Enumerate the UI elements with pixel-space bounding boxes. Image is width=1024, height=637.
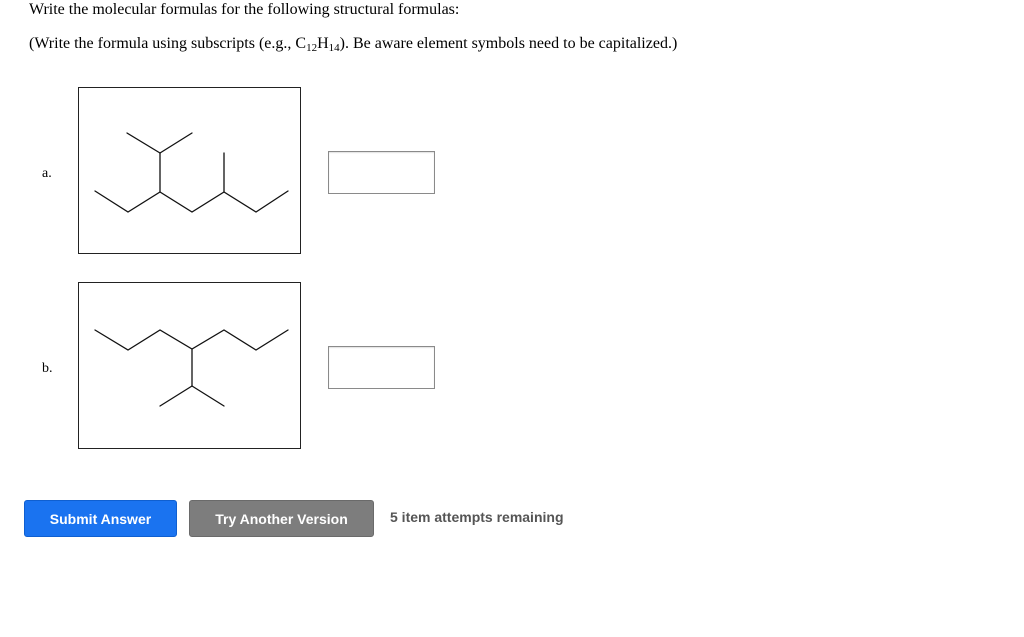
main-chain-a	[95, 191, 288, 212]
submit-answer-button[interactable]: Submit Answer	[24, 500, 177, 537]
attempts-remaining-text: 5 item attempts remaining	[390, 509, 564, 525]
main-chain-b	[95, 330, 288, 350]
try-another-version-button[interactable]: Try Another Version	[189, 500, 374, 537]
answer-input-a[interactable]	[328, 151, 435, 194]
skeletal-structure-b	[79, 283, 302, 450]
branch-left-b	[160, 386, 192, 406]
branch-right-b	[192, 386, 224, 406]
answer-input-b[interactable]	[328, 346, 435, 389]
structure-a-image	[78, 87, 301, 254]
branch-left-a1	[127, 133, 160, 153]
question-a-label: a.	[42, 166, 52, 181]
instructions-note	[29, 35, 677, 53]
structure-b-image	[78, 282, 301, 449]
note-subscript-14: 14	[328, 42, 340, 54]
question-b-label: b.	[42, 361, 53, 376]
skeletal-structure-a	[79, 88, 302, 255]
instructions-heading: Write the molecular formulas for the following structural formulas:	[29, 1, 460, 18]
note-subscript-12: 12	[306, 42, 318, 54]
note-mid: H	[317, 35, 329, 52]
note-suffix: ). Be aware element symbols need to be capitalized.)	[339, 35, 678, 52]
note-prefix: (Write the formula using subscripts (e.g., C	[29, 35, 307, 52]
branch-right-a1	[160, 133, 192, 153]
